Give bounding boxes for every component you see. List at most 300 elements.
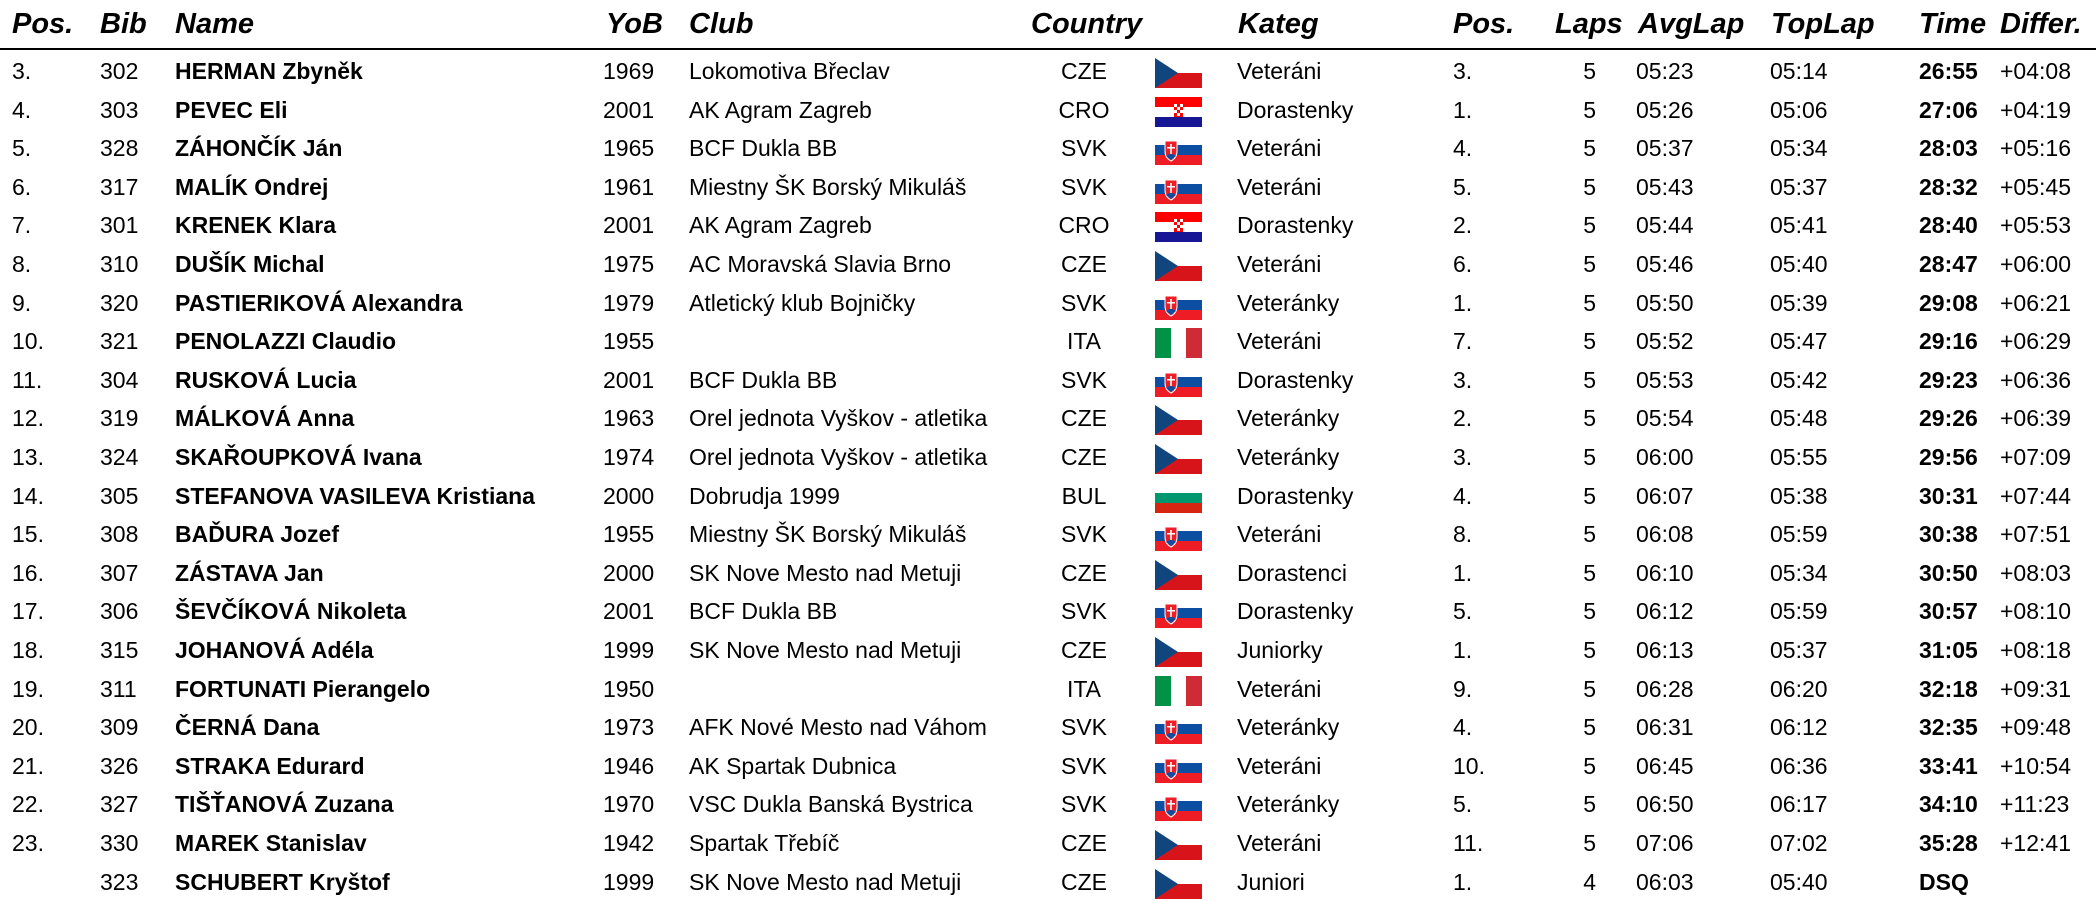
cell-kateg: Veteráni [1237, 521, 1322, 548]
cell-club: SK Nove Mesto nad Metuji [689, 637, 962, 663]
cell-name: FORTUNATI Pierangelo [175, 675, 431, 702]
cell-kateg: Veteráni [1237, 135, 1322, 162]
cell-laps: 5 [1583, 96, 1596, 123]
cell-differ: +05:16 [2000, 135, 2071, 162]
cell-differ: +07:44 [2000, 482, 2071, 509]
cell-yob: 1970 [603, 791, 655, 818]
cell-toplap: 05:14 [1770, 58, 1828, 84]
cell-name: HERMAN Zbyněk [175, 58, 363, 84]
cell-yob: 1979 [603, 289, 655, 316]
cell-toplap: 05:47 [1770, 328, 1828, 355]
table-row [0, 592, 2096, 631]
cell-country: CZE [1061, 251, 1107, 277]
cell-country: SVK [1060, 714, 1108, 741]
cell-country: CZE [1061, 830, 1107, 856]
cell-differ: +10:54 [2000, 752, 2071, 779]
flag-icon [1155, 405, 1202, 435]
cell-bib: 315 [100, 637, 139, 663]
cell-time: 28:03 [1919, 135, 1978, 162]
table-row [0, 708, 2096, 747]
cell-catpos: 5. [1453, 598, 1473, 625]
header-toplap: TopLap [1771, 8, 1875, 40]
cell-differ: +05:53 [2000, 212, 2071, 239]
cell-pos: 13. [12, 444, 44, 470]
cell-avglap: 06:03 [1636, 868, 1694, 895]
cell-catpos: 2. [1453, 405, 1473, 432]
cell-kateg: Veteráni [1237, 752, 1322, 779]
cell-differ: +08:03 [2000, 559, 2071, 586]
cell-yob: 1999 [603, 868, 655, 895]
cell-club: AK Agram Zagreb [689, 212, 872, 239]
cell-yob: 2001 [603, 366, 655, 393]
cell-club: Dobrudja 1999 [689, 482, 840, 509]
cell-pos: 16. [12, 559, 44, 586]
cell-time: 30:57 [1919, 598, 1978, 625]
flag-icon [1155, 830, 1202, 860]
cell-avglap: 05:53 [1636, 366, 1694, 393]
cell-laps: 5 [1583, 521, 1596, 548]
cell-club: AFK Nové Mesto nad Váhom [689, 714, 987, 741]
table-row [0, 515, 2096, 554]
cell-yob: 1975 [603, 251, 655, 277]
header-pos: Pos. [12, 8, 74, 40]
cell-time: 31:05 [1919, 637, 1978, 663]
cell-country: SVK [1060, 366, 1108, 393]
cell-avglap: 05:46 [1636, 251, 1694, 277]
cell-club: Miestny ŠK Borský Mikuláš [689, 521, 967, 548]
table-row [0, 438, 2096, 477]
cell-laps: 5 [1583, 830, 1596, 856]
cell-toplap: 05:38 [1770, 482, 1828, 509]
cell-club: Lokomotiva Břeclav [689, 58, 890, 84]
cell-kateg: Veteráni [1237, 58, 1322, 84]
flag-icon [1155, 58, 1202, 88]
cell-name: SKAŘOUPKOVÁ Ivana [175, 444, 422, 470]
cell-differ: +04:19 [2000, 96, 2071, 123]
cell-name: ZÁHONČÍK Ján [175, 135, 343, 162]
cell-club: BCF Dukla BB [689, 135, 838, 162]
cell-catpos: 5. [1453, 173, 1473, 200]
cell-name: KRENEK Klara [175, 212, 337, 239]
cell-catpos: 3. [1453, 366, 1473, 393]
cell-differ: +06:21 [2000, 289, 2071, 316]
cell-toplap: 05:59 [1770, 521, 1828, 548]
cell-pos: 17. [12, 598, 44, 625]
table-row [0, 824, 2096, 863]
table-row [0, 554, 2096, 593]
cell-club: Orel jednota Vyškov - atletika [689, 405, 988, 432]
cell-country: CZE [1061, 58, 1107, 84]
cell-time: 29:56 [1919, 444, 1978, 470]
header-avglap: AvgLap [1638, 8, 1745, 40]
flag-icon [1155, 521, 1202, 551]
cell-differ: +05:45 [2000, 173, 2071, 200]
cell-time: 30:50 [1919, 559, 1978, 586]
cell-avglap: 06:50 [1636, 791, 1694, 818]
cell-toplap: 05:41 [1770, 212, 1828, 239]
cell-avglap: 05:52 [1636, 328, 1694, 355]
cell-country: ITA [1066, 675, 1102, 702]
cell-pos: 12. [12, 405, 44, 432]
cell-pos: 9. [12, 289, 32, 316]
cell-name: TIŠŤANOVÁ Zuzana [175, 791, 394, 818]
cell-yob: 2000 [603, 559, 655, 586]
cell-toplap: 05:40 [1770, 868, 1828, 895]
flag-icon [1155, 598, 1202, 628]
cell-avglap: 05:23 [1636, 58, 1694, 84]
results-header [0, 0, 2096, 50]
cell-pos: 11. [12, 366, 43, 393]
cell-club: BCF Dukla BB [689, 598, 838, 625]
flag-icon [1155, 328, 1202, 358]
cell-laps: 5 [1583, 482, 1596, 509]
cell-avglap: 05:50 [1636, 289, 1694, 316]
cell-kateg: Dorastenci [1237, 559, 1347, 586]
cell-time: 29:16 [1919, 328, 1978, 355]
cell-time: 32:35 [1919, 714, 1978, 741]
cell-avglap: 05:26 [1636, 96, 1694, 123]
cell-yob: 1963 [603, 405, 655, 432]
cell-yob: 1946 [603, 752, 655, 779]
cell-pos: 3. [12, 58, 32, 84]
cell-laps: 5 [1583, 675, 1596, 702]
cell-avglap: 05:43 [1636, 173, 1694, 200]
cell-catpos: 5. [1453, 791, 1473, 818]
cell-yob: 1961 [603, 173, 655, 200]
cell-bib: 303 [100, 96, 139, 123]
cell-laps: 5 [1583, 791, 1596, 818]
cell-kateg: Veteránky [1237, 714, 1340, 741]
cell-bib: 307 [100, 559, 139, 586]
cell-country: SVK [1060, 135, 1108, 162]
cell-pos: 5. [12, 135, 32, 162]
table-row [0, 399, 2096, 438]
cell-club: AC Moravská Slavia Brno [689, 251, 952, 277]
cell-country: CZE [1061, 444, 1107, 470]
cell-yob: 1969 [603, 58, 655, 84]
cell-laps: 5 [1583, 289, 1596, 316]
cell-laps: 5 [1583, 58, 1596, 84]
cell-catpos: 11. [1453, 830, 1484, 856]
cell-time: DSQ [1919, 868, 1969, 895]
cell-yob: 2001 [603, 598, 655, 625]
cell-toplap: 06:36 [1770, 752, 1828, 779]
cell-club: BCF Dukla BB [689, 366, 838, 393]
cell-laps: 5 [1583, 405, 1596, 432]
cell-laps: 5 [1583, 714, 1596, 741]
cell-toplap: 06:20 [1770, 675, 1828, 702]
flag-icon [1155, 367, 1202, 397]
cell-catpos: 3. [1453, 58, 1473, 84]
cell-bib: 326 [100, 752, 139, 779]
cell-pos: 14. [12, 482, 44, 509]
cell-bib: 324 [100, 444, 139, 470]
cell-toplap: 05:34 [1770, 559, 1828, 586]
cell-catpos: 10. [1453, 752, 1485, 779]
cell-yob: 1965 [603, 135, 655, 162]
flag-icon [1155, 560, 1202, 590]
flag-icon [1155, 753, 1202, 783]
cell-toplap: 05:48 [1770, 405, 1828, 432]
header-yob: YoB [606, 8, 663, 40]
cell-bib: 308 [100, 521, 139, 548]
cell-toplap: 05:06 [1770, 96, 1828, 123]
cell-differ: +06:00 [2000, 251, 2071, 277]
cell-laps: 5 [1583, 212, 1596, 239]
cell-time: 28:47 [1919, 251, 1978, 277]
cell-time: 33:41 [1919, 752, 1978, 779]
cell-bib: 323 [100, 868, 139, 895]
cell-country: SVK [1060, 173, 1108, 200]
table-row [0, 52, 2096, 91]
cell-laps: 5 [1583, 559, 1596, 586]
cell-country: BUL [1061, 482, 1107, 509]
cell-name: ČERNÁ Dana [175, 714, 320, 741]
cell-bib: 310 [100, 251, 139, 277]
table-row [0, 284, 2096, 323]
cell-country: CRO [1058, 96, 1110, 123]
cell-pos: 6. [12, 173, 32, 200]
cell-pos: 8. [12, 251, 32, 277]
cell-pos: 4. [12, 96, 32, 123]
cell-catpos: 2. [1453, 212, 1473, 239]
cell-time: 35:28 [1919, 830, 1978, 856]
cell-pos: 23. [12, 830, 44, 856]
cell-toplap: 05:55 [1770, 444, 1828, 470]
cell-catpos: 4. [1453, 482, 1473, 509]
cell-club: Miestny ŠK Borský Mikuláš [689, 173, 967, 200]
flag-icon [1155, 791, 1202, 821]
cell-bib: 302 [100, 58, 139, 84]
cell-catpos: 9. [1453, 675, 1473, 702]
flag-icon [1155, 135, 1202, 165]
cell-toplap: 05:39 [1770, 289, 1828, 316]
cell-kateg: Dorastenky [1237, 366, 1354, 393]
cell-bib: 327 [100, 791, 139, 818]
flag-icon [1155, 97, 1202, 127]
cell-yob: 2001 [603, 212, 655, 239]
cell-pos: 22. [12, 791, 44, 818]
cell-country: SVK [1060, 752, 1108, 779]
cell-kateg: Veteránky [1237, 289, 1340, 316]
cell-kateg: Dorastenky [1237, 212, 1354, 239]
cell-bib: 304 [100, 366, 139, 393]
cell-laps: 5 [1583, 135, 1596, 162]
cell-name: MÁLKOVÁ Anna [175, 405, 355, 432]
cell-catpos: 8. [1453, 521, 1473, 548]
cell-pos: 10. [12, 328, 44, 355]
cell-bib: 306 [100, 598, 139, 625]
cell-kateg: Veteránky [1237, 444, 1340, 470]
cell-laps: 5 [1583, 328, 1596, 355]
cell-kateg: Dorastenky [1237, 598, 1354, 625]
cell-bib: 330 [100, 830, 139, 856]
table-row [0, 129, 2096, 168]
cell-pos: 19. [12, 675, 44, 702]
cell-avglap: 06:31 [1636, 714, 1694, 741]
cell-kateg: Dorastenky [1237, 96, 1354, 123]
cell-avglap: 06:12 [1636, 598, 1694, 625]
header-time: Time [1919, 8, 1987, 40]
cell-yob: 1955 [603, 328, 655, 355]
cell-name: SCHUBERT Kryštof [175, 868, 390, 895]
cell-country: SVK [1060, 289, 1108, 316]
cell-laps: 5 [1583, 752, 1596, 779]
cell-kateg: Veteráni [1237, 173, 1322, 200]
cell-pos: 15. [12, 521, 44, 548]
cell-time: 32:18 [1919, 675, 1978, 702]
cell-club: AK Agram Zagreb [689, 96, 872, 123]
cell-differ: +06:36 [2000, 366, 2071, 393]
cell-name: STRAKA Edurard [175, 752, 365, 779]
cell-yob: 1942 [603, 830, 655, 856]
cell-name: DUŠÍK Michal [175, 251, 325, 277]
cell-avglap: 06:13 [1636, 637, 1694, 663]
cell-differ: +07:51 [2000, 521, 2071, 548]
cell-name: BAĎURA Jozef [175, 521, 339, 548]
cell-time: 28:32 [1919, 173, 1978, 200]
cell-catpos: 1. [1453, 289, 1473, 316]
table-row [0, 747, 2096, 786]
cell-country: SVK [1060, 521, 1108, 548]
cell-differ: +04:08 [2000, 58, 2071, 84]
cell-time: 34:10 [1919, 791, 1978, 818]
cell-yob: 2000 [603, 482, 655, 509]
cell-time: 29:26 [1919, 405, 1978, 432]
flag-icon [1155, 637, 1202, 667]
cell-toplap: 05:40 [1770, 251, 1828, 277]
flag-icon [1155, 483, 1202, 513]
header-category-pos: Pos. [1453, 8, 1515, 40]
cell-catpos: 3. [1453, 444, 1473, 470]
cell-club: Atletický klub Bojničky [689, 289, 916, 316]
cell-differ: +06:39 [2000, 405, 2071, 432]
cell-yob: 1950 [603, 675, 655, 702]
cell-kateg: Veteráni [1237, 675, 1322, 702]
cell-yob: 1955 [603, 521, 655, 548]
flag-icon [1155, 676, 1202, 706]
header-club: Club [689, 8, 754, 40]
cell-laps: 5 [1583, 173, 1596, 200]
cell-toplap: 05:37 [1770, 637, 1828, 663]
cell-laps: 5 [1583, 444, 1596, 470]
cell-name: PEVEC Eli [175, 96, 288, 123]
cell-bib: 305 [100, 482, 139, 509]
cell-bib: 311 [100, 675, 137, 702]
cell-catpos: 4. [1453, 135, 1473, 162]
header-laps: Laps [1555, 8, 1623, 40]
cell-pos: 20. [12, 714, 44, 741]
cell-laps: 4 [1583, 868, 1596, 895]
table-row [0, 361, 2096, 400]
cell-club: AK Spartak Dubnica [689, 752, 897, 779]
flag-icon [1155, 444, 1202, 474]
cell-name: MALÍK Ondrej [175, 173, 329, 200]
table-row [0, 322, 2096, 361]
cell-avglap: 06:00 [1636, 444, 1694, 470]
table-row [0, 245, 2096, 284]
cell-country: CZE [1061, 868, 1107, 895]
cell-catpos: 1. [1453, 96, 1473, 123]
header-differ: Differ. [2000, 8, 2082, 40]
cell-club: SK Nove Mesto nad Metuji [689, 559, 962, 586]
cell-kateg: Veteránky [1237, 405, 1340, 432]
cell-name: PASTIERIKOVÁ Alexandra [175, 289, 463, 316]
cell-country: CZE [1061, 405, 1107, 432]
table-row [0, 91, 2096, 130]
cell-toplap: 05:37 [1770, 173, 1828, 200]
cell-differ: +09:48 [2000, 714, 2071, 741]
cell-yob: 1973 [603, 714, 655, 741]
cell-bib: 321 [100, 328, 139, 355]
cell-time: 29:23 [1919, 366, 1978, 393]
flag-icon [1155, 714, 1202, 744]
cell-laps: 5 [1583, 251, 1596, 277]
cell-name: MAREK Stanislav [175, 830, 367, 856]
cell-name: STEFANOVA VASILEVA Kristiana [175, 482, 535, 509]
cell-pos: 7. [12, 212, 32, 239]
cell-time: 29:08 [1919, 289, 1978, 316]
cell-club: Spartak Třebíč [689, 830, 840, 856]
cell-name: RUSKOVÁ Lucia [175, 366, 357, 393]
cell-avglap: 05:44 [1636, 212, 1694, 239]
table-row [0, 785, 2096, 824]
table-row [0, 863, 2096, 901]
cell-toplap: 07:02 [1770, 830, 1828, 856]
cell-avglap: 06:28 [1636, 675, 1694, 702]
cell-country: CZE [1061, 559, 1107, 586]
cell-catpos: 1. [1453, 868, 1473, 895]
flag-icon [1155, 212, 1202, 242]
cell-name: PENOLAZZI Claudio [175, 328, 397, 355]
cell-laps: 5 [1583, 637, 1596, 663]
cell-country: CRO [1058, 212, 1110, 239]
cell-country: ITA [1066, 328, 1102, 355]
cell-time: 26:55 [1919, 58, 1978, 84]
cell-bib: 328 [100, 135, 139, 162]
header-name: Name [175, 8, 254, 40]
cell-name: JOHANOVÁ Adéla [175, 637, 374, 663]
table-row [0, 477, 2096, 516]
cell-differ: +11:23 [2000, 791, 2070, 818]
cell-differ: +08:18 [2000, 637, 2071, 663]
cell-avglap: 06:08 [1636, 521, 1694, 548]
cell-avglap: 06:45 [1636, 752, 1694, 779]
cell-club: SK Nove Mesto nad Metuji [689, 868, 962, 895]
cell-country: CZE [1061, 637, 1107, 663]
cell-toplap: 05:59 [1770, 598, 1828, 625]
cell-differ: +12:41 [2000, 830, 2071, 856]
flag-icon [1155, 251, 1202, 281]
cell-club: Orel jednota Vyškov - atletika [689, 444, 988, 470]
cell-differ: +09:31 [2000, 675, 2071, 702]
cell-laps: 5 [1583, 366, 1596, 393]
cell-yob: 2001 [603, 96, 655, 123]
cell-kateg: Veteráni [1237, 328, 1322, 355]
cell-yob: 1974 [603, 444, 655, 470]
cell-bib: 301 [100, 212, 139, 239]
cell-differ: +08:10 [2000, 598, 2071, 625]
table-row [0, 631, 2096, 670]
cell-time: 30:31 [1919, 482, 1978, 509]
cell-bib: 319 [100, 405, 139, 432]
cell-avglap: 06:07 [1636, 482, 1694, 509]
cell-avglap: 07:06 [1636, 830, 1694, 856]
cell-kateg: Veteráni [1237, 251, 1322, 277]
cell-catpos: 4. [1453, 714, 1473, 741]
cell-pos: 21. [12, 752, 44, 779]
table-row [0, 670, 2096, 709]
